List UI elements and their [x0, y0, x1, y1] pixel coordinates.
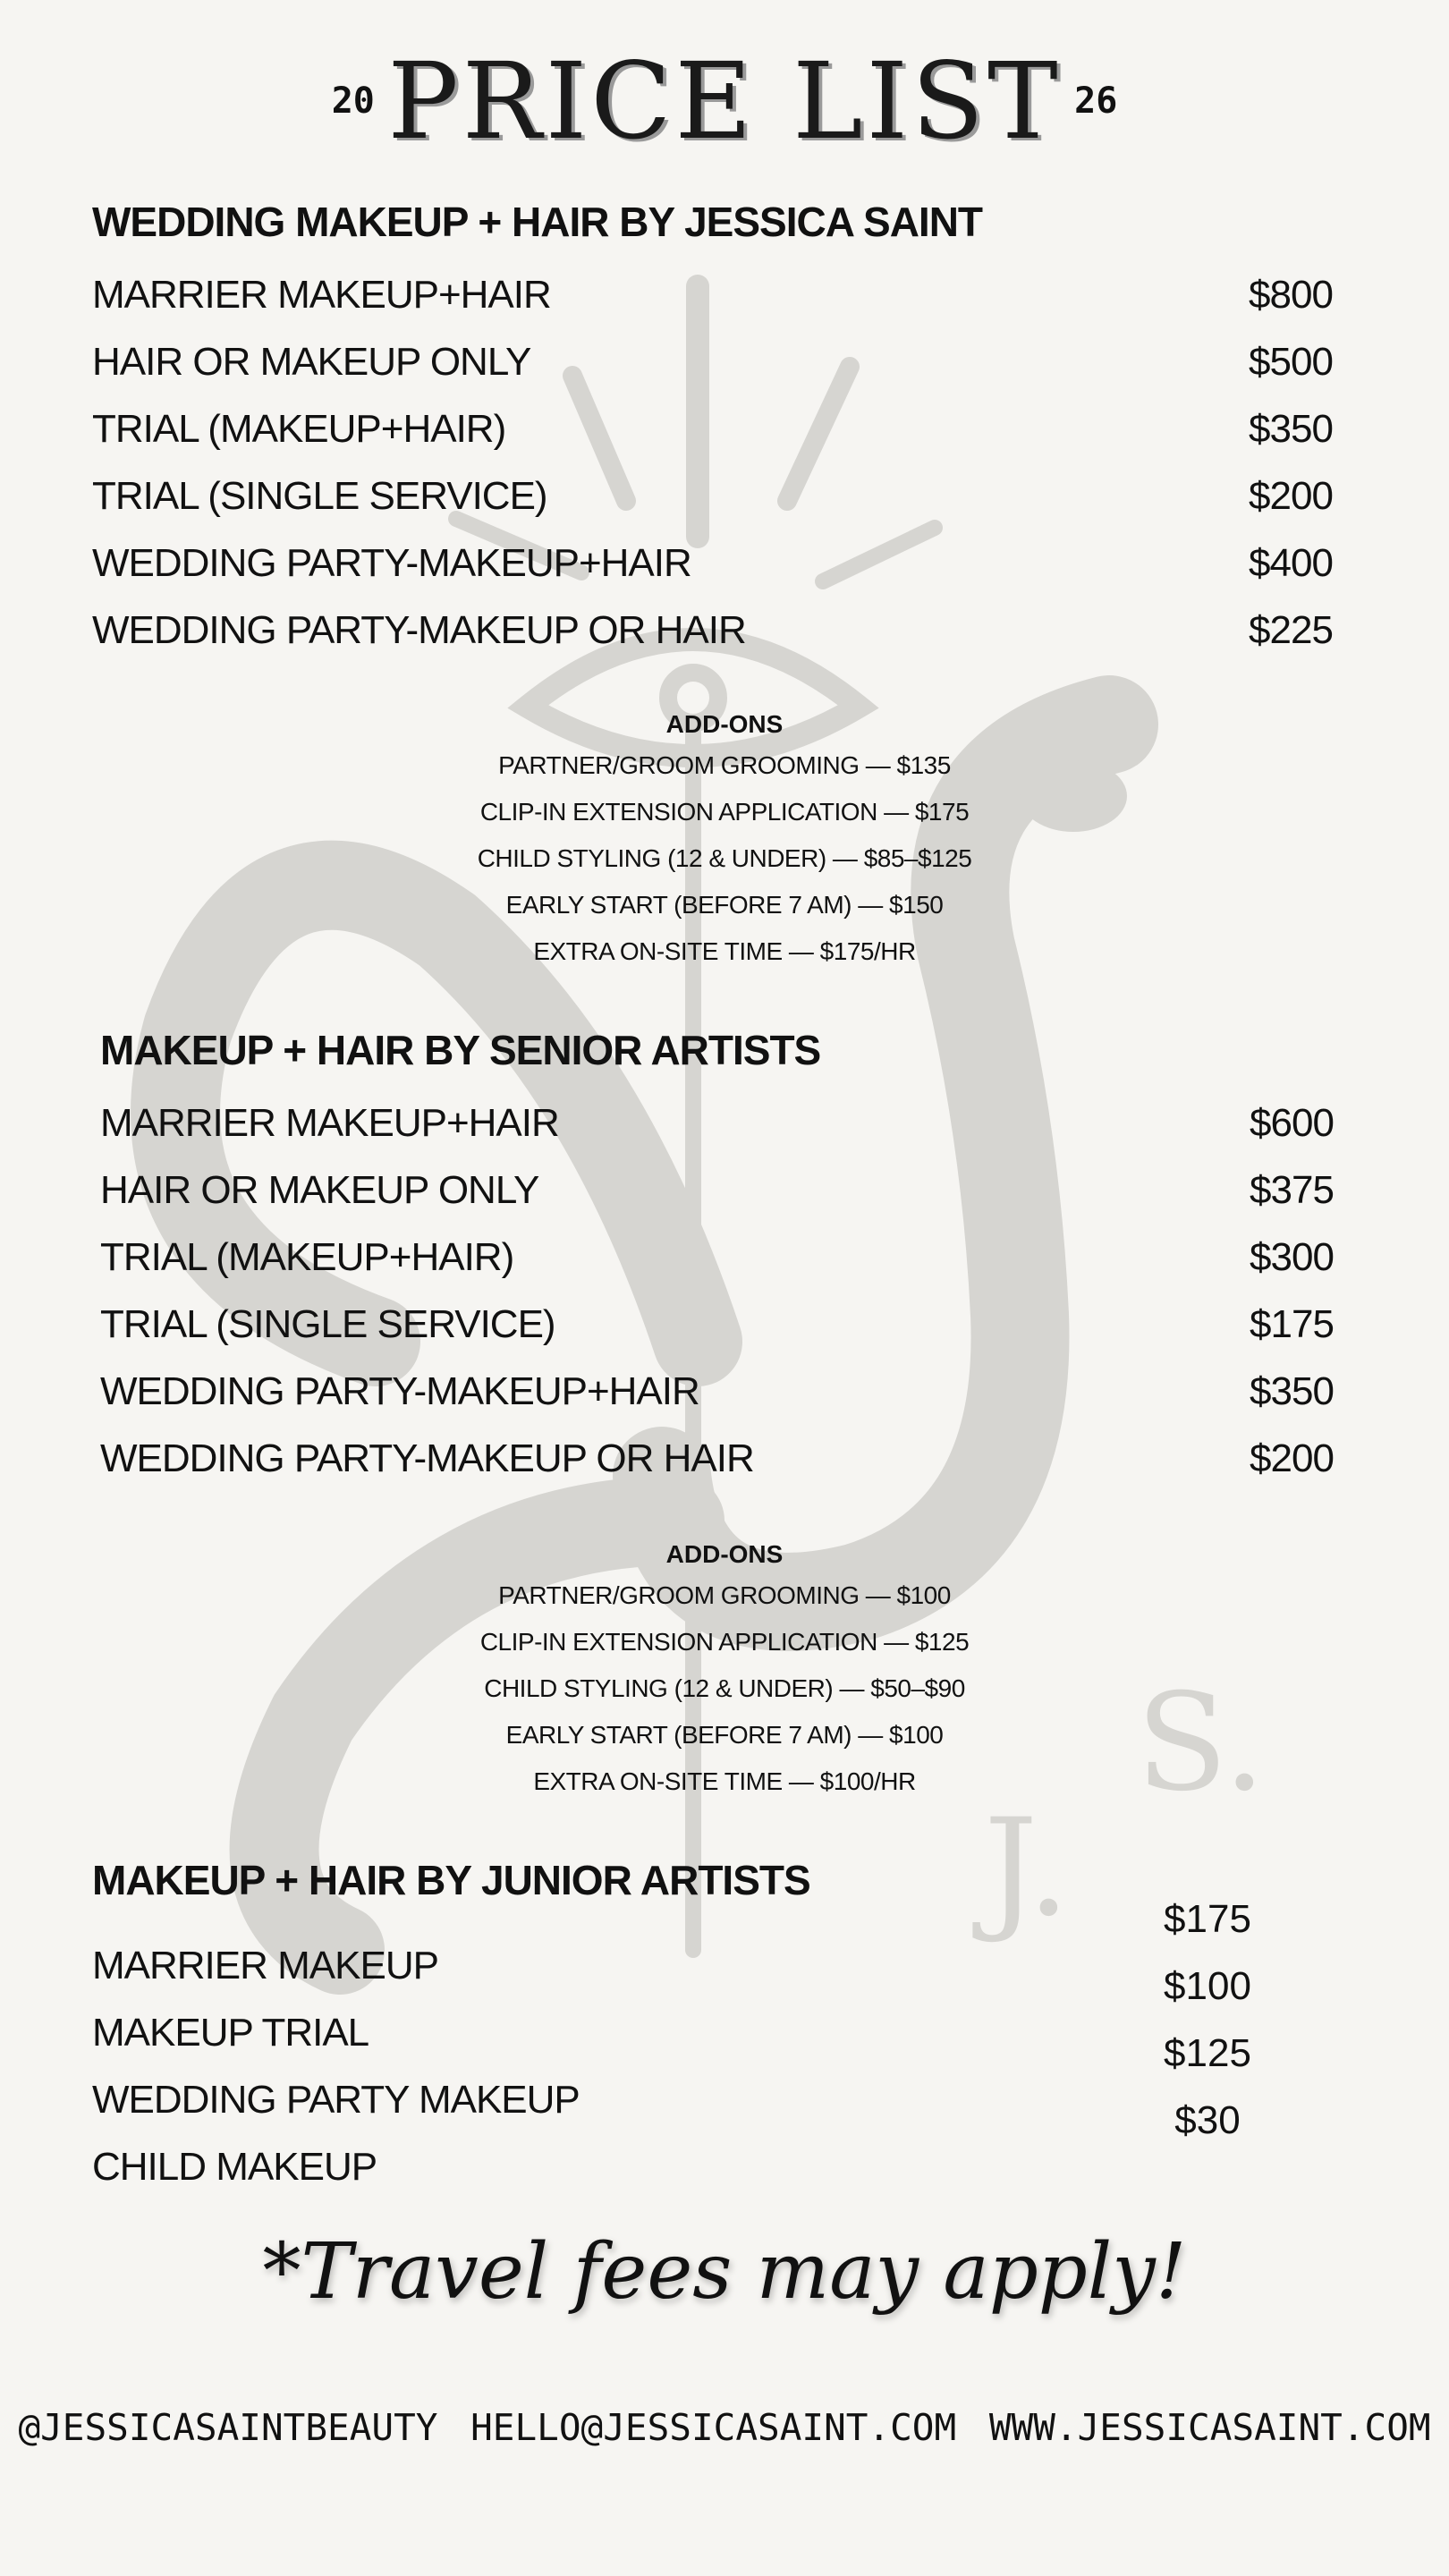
section-title: MAKEUP + HAIR BY JUNIOR ARTISTS — [92, 1857, 810, 1903]
addon-item: EARLY START (BEFORE 7 AM) — $150 — [505, 891, 944, 919]
service-price: $175 — [1250, 1301, 1334, 1346]
service-price: $30 — [1174, 2098, 1241, 2142]
service-price: $300 — [1250, 1234, 1334, 1279]
service-name: WEDDING PARTY-MAKEUP+HAIR — [100, 1368, 699, 1413]
service-price: $500 — [1249, 339, 1333, 384]
addons-title: ADD-ONS — [665, 1540, 784, 1568]
svg-text:J.: J. — [984, 1791, 1071, 1946]
addon-item: CLIP-IN EXTENSION APPLICATION — $175 — [479, 798, 970, 826]
year-left: 20 — [331, 80, 375, 122]
price-row — [92, 261, 1344, 328]
addon-item: CHILD STYLING (12 & UNDER) — $50–$90 — [484, 1674, 965, 1702]
section-junior-artists — [92, 1853, 1255, 2189]
svg-text:S.: S. — [1136, 1665, 1267, 1821]
service-prices — [1154, 1885, 1261, 2154]
page-header — [0, 39, 1449, 163]
addon-item: PARTNER/GROOM GROOMING — $100 — [498, 1581, 951, 1609]
service-price: $600 — [1250, 1100, 1334, 1145]
price-row — [92, 530, 1344, 597]
price-row — [100, 1425, 1345, 1492]
addon-item: EARLY START (BEFORE 7 AM) — $100 — [505, 1721, 944, 1749]
addons-jessica-saint — [0, 707, 1449, 975]
year-right: 26 — [1074, 80, 1118, 122]
section-jessica-saint — [92, 195, 1344, 664]
price-list — [100, 1089, 1345, 1492]
price-row — [100, 1089, 1345, 1157]
contact-footer — [0, 2406, 1449, 2449]
price-row — [92, 328, 1344, 395]
service-price: $800 — [1249, 272, 1333, 317]
addons-senior-artists — [0, 1537, 1449, 1805]
email-link[interactable]: HELLO@JESSICASAINT.COM — [470, 2406, 957, 2449]
service-name: WEDDING PARTY-MAKEUP OR HAIR — [92, 607, 746, 652]
website-link[interactable]: WWW.JESSICASAINT.COM — [988, 2406, 1431, 2449]
service-price: $225 — [1249, 607, 1333, 652]
service-price: $350 — [1249, 406, 1333, 451]
service-price: $175 — [1164, 1897, 1251, 1941]
service-price: $100 — [1164, 1964, 1251, 2008]
price-row — [100, 1224, 1345, 1291]
addon-item: CLIP-IN EXTENSION APPLICATION — $125 — [479, 1628, 970, 1656]
service-price: $125 — [1164, 2031, 1251, 2075]
service-price: $200 — [1249, 473, 1333, 518]
service-name: WEDDING PARTY-MAKEUP OR HAIR — [100, 1436, 754, 1480]
service-name: MARRIER MAKEUP+HAIR — [100, 1100, 559, 1145]
service-price: $375 — [1250, 1167, 1334, 1212]
service-name: TRIAL (SINGLE SERVICE) — [92, 473, 547, 518]
price-row — [92, 395, 1344, 462]
service-name: MARRIER MAKEUP+HAIR — [92, 272, 551, 317]
travel-fees-note: *Travel fees may apply! — [262, 2227, 1187, 2317]
price-row — [92, 597, 1344, 664]
service-price: $350 — [1250, 1368, 1334, 1413]
price-row — [100, 1358, 1345, 1425]
price-row — [100, 1291, 1345, 1358]
section-title: WEDDING MAKEUP + HAIR BY JESSICA SAINT — [92, 199, 983, 245]
addon-item: PARTNER/GROOM GROOMING — $135 — [498, 751, 951, 779]
addons-title: ADD-ONS — [665, 710, 784, 738]
service-names — [92, 1932, 580, 2200]
service-name: MAKEUP TRIAL — [92, 2011, 369, 2055]
instagram-handle[interactable]: @JESSICASAINTBEAUTY — [18, 2406, 438, 2449]
service-name: HAIR OR MAKEUP ONLY — [92, 339, 531, 384]
page-title: PRICE LIST — [387, 39, 1062, 163]
service-name: WEDDING PARTY MAKEUP — [92, 2078, 580, 2122]
section-title: MAKEUP + HAIR BY SENIOR ARTISTS — [100, 1027, 821, 1073]
section-senior-artists — [100, 1023, 1345, 1492]
addon-item: CHILD STYLING (12 & UNDER) — $85–$125 — [477, 844, 972, 872]
price-row — [100, 1157, 1345, 1224]
price-row — [92, 462, 1344, 530]
service-name: MARRIER MAKEUP — [92, 1944, 438, 1987]
addon-item: EXTRA ON-SITE TIME — $100/HR — [533, 1767, 916, 1795]
service-name: TRIAL (MAKEUP+HAIR) — [92, 406, 506, 451]
service-name: WEDDING PARTY-MAKEUP+HAIR — [92, 540, 691, 585]
service-name: HAIR OR MAKEUP ONLY — [100, 1167, 539, 1212]
service-name: TRIAL (MAKEUP+HAIR) — [100, 1234, 514, 1279]
price-list — [92, 1897, 1255, 2189]
service-name: TRIAL (SINGLE SERVICE) — [100, 1301, 555, 1346]
service-price: $200 — [1250, 1436, 1334, 1480]
service-price: $400 — [1249, 540, 1333, 585]
price-list — [92, 261, 1344, 664]
service-name: CHILD MAKEUP — [92, 2145, 377, 2189]
addon-item: EXTRA ON-SITE TIME — $175/HR — [533, 937, 916, 965]
